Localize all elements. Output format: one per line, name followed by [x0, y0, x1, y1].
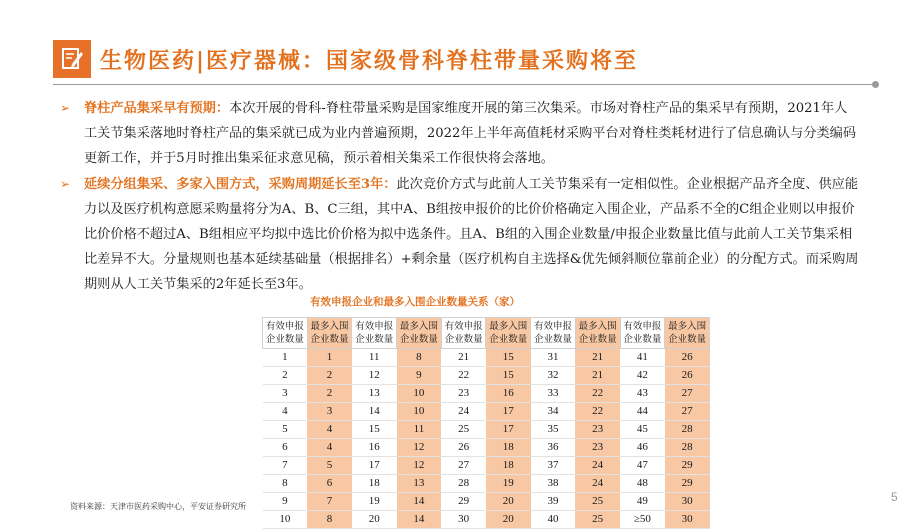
- page-title: 生物医药|医疗器械：国家级骨科脊柱带量采购将至: [100, 48, 639, 74]
- cell-applicants: 33: [531, 385, 576, 403]
- table-row: [263, 493, 710, 511]
- cell-max-winners: 21: [575, 367, 620, 385]
- cell-max-winners: 23: [575, 421, 620, 439]
- cell-max-winners: 28: [665, 421, 710, 439]
- cell-max-winners: 15: [486, 367, 531, 385]
- cell-applicants: 9: [263, 493, 308, 511]
- paragraph-lead: 延续分组集采、多家入围方式，采购周期延长至3年：: [84, 177, 397, 192]
- cell-max-winners: 20: [486, 493, 531, 511]
- cell-max-winners: 3: [307, 403, 352, 421]
- col-header-max-winners: 最多入围企业数量: [575, 318, 620, 349]
- cell-applicants: 48: [620, 475, 665, 493]
- paragraph-2: [60, 172, 860, 297]
- table-row: [263, 403, 710, 421]
- cell-max-winners: 17: [486, 403, 531, 421]
- col-header-applicants: 有效申报企业数量: [441, 318, 486, 349]
- cell-applicants: 12: [352, 367, 397, 385]
- cell-applicants: 5: [263, 421, 308, 439]
- bullet-arrow-icon: ➢: [60, 101, 71, 115]
- paragraph-1: [60, 96, 860, 171]
- cell-max-winners: 6: [307, 475, 352, 493]
- cell-applicants: 22: [441, 367, 486, 385]
- edit-note-icon: [53, 40, 91, 78]
- cell-applicants: 37: [531, 457, 576, 475]
- col-header-max-winners: 最多入围企业数量: [486, 318, 531, 349]
- cell-applicants: 10: [263, 511, 308, 529]
- cell-max-winners: 10: [397, 385, 442, 403]
- table-row: [263, 367, 710, 385]
- col-header-applicants: 有效申报企业数量: [352, 318, 397, 349]
- cell-max-winners: 12: [397, 439, 442, 457]
- cell-max-winners: 7: [307, 493, 352, 511]
- cell-applicants: 28: [441, 475, 486, 493]
- table-row: [263, 457, 710, 475]
- cell-max-winners: 28: [665, 439, 710, 457]
- cell-max-winners: 12: [397, 457, 442, 475]
- cell-applicants: 17: [352, 457, 397, 475]
- col-header-applicants: 有效申报企业数量: [620, 318, 665, 349]
- cell-applicants: 29: [441, 493, 486, 511]
- cell-max-winners: 8: [307, 511, 352, 529]
- cell-applicants: 14: [352, 403, 397, 421]
- cell-max-winners: 20: [486, 511, 531, 529]
- source-note: 资料来源：天津市医药采购中心，平安证券研究所: [70, 502, 246, 511]
- cell-applicants: 7: [263, 457, 308, 475]
- cell-max-winners: 18: [486, 457, 531, 475]
- cell-applicants: 6: [263, 439, 308, 457]
- cell-applicants: 45: [620, 421, 665, 439]
- cell-max-winners: 24: [575, 475, 620, 493]
- paragraph-text: 此次竞价方式与此前人工关节集采有一定相似性。企业根据产品齐全度、供应能力以及医疗机构意愿采购量将分为A、B、C三组，其中A、B组按申报价的比价价格确定入围企业，产品系不全的C组企业则以申报价比价价格不超过A、B组相应平均拟中选比价价格为拟中选条件。且A、B组的入围企业数量/申报企业数量比值与此前人工关节集采相比差异不大。分量规则也基本延续基础量（根据排名）+剩余量（医疗机构自主选择&优先倾斜顺位靠前企业）的分配方式。而采购周期则从人工关节集采的2年延长至3年。: [84, 177, 859, 292]
- cell-applicants: 13: [352, 385, 397, 403]
- cell-max-winners: 2: [307, 367, 352, 385]
- cell-applicants: 11: [352, 349, 397, 367]
- cell-max-winners: 13: [397, 475, 442, 493]
- table-header-row: [263, 318, 710, 349]
- table-row: [263, 511, 710, 529]
- cell-max-winners: 29: [665, 457, 710, 475]
- cell-max-winners: 18: [486, 439, 531, 457]
- cell-applicants: 38: [531, 475, 576, 493]
- cell-applicants: 39: [531, 493, 576, 511]
- cell-applicants: 1: [263, 349, 308, 367]
- cell-applicants: 23: [441, 385, 486, 403]
- cell-applicants: 47: [620, 457, 665, 475]
- cell-applicants: 41: [620, 349, 665, 367]
- page-number: 5: [891, 490, 898, 504]
- cell-max-winners: 24: [575, 457, 620, 475]
- cell-max-winners: 25: [575, 493, 620, 511]
- cell-max-winners: 27: [665, 403, 710, 421]
- cell-max-winners: 2: [307, 385, 352, 403]
- cell-max-winners: 8: [397, 349, 442, 367]
- cell-max-winners: 27: [665, 385, 710, 403]
- cell-applicants: 46: [620, 439, 665, 457]
- cell-applicants: 27: [441, 457, 486, 475]
- cell-applicants: 44: [620, 403, 665, 421]
- table-row: [263, 349, 710, 367]
- cell-max-winners: 26: [665, 349, 710, 367]
- title-divider-dot: [872, 81, 879, 88]
- cell-max-winners: 11: [397, 421, 442, 439]
- cell-max-winners: 30: [665, 511, 710, 529]
- col-header-applicants: 有效申报企业数量: [531, 318, 576, 349]
- cell-applicants: 19: [352, 493, 397, 511]
- cell-max-winners: 15: [486, 349, 531, 367]
- title-divider: [53, 84, 875, 85]
- cell-max-winners: 16: [486, 385, 531, 403]
- cell-max-winners: 4: [307, 439, 352, 457]
- cell-max-winners: 1: [307, 349, 352, 367]
- cell-applicants: 25: [441, 421, 486, 439]
- cell-applicants: 34: [531, 403, 576, 421]
- cell-applicants: 42: [620, 367, 665, 385]
- bullet-arrow-icon: ➢: [60, 177, 71, 191]
- table-caption: 有效申报企业和最多入围企业数量关系（家）: [310, 296, 520, 308]
- cell-max-winners: 22: [575, 385, 620, 403]
- cell-applicants: 2: [263, 367, 308, 385]
- cell-applicants: 49: [620, 493, 665, 511]
- cell-applicants: 24: [441, 403, 486, 421]
- cell-max-winners: 26: [665, 367, 710, 385]
- cell-applicants: 26: [441, 439, 486, 457]
- col-header-max-winners: 最多入围企业数量: [307, 318, 352, 349]
- cell-applicants: 31: [531, 349, 576, 367]
- cell-max-winners: 30: [665, 493, 710, 511]
- cell-applicants: 8: [263, 475, 308, 493]
- cell-applicants: 32: [531, 367, 576, 385]
- paragraph-text: 本次开展的骨科-脊柱带量采购是国家维度开展的第三次集采。市场对脊柱产品的集采早有预期，2021年人工关节集采落地时脊柱产品的集采就已成为业内普遍预期，2022年上半年高值耗材采购平台对脊柱类耗材进行了信息确认与分类编码更新工作，并于5月时推出集采征求意见稿，预示着相关集采工作很快将会落地。: [84, 101, 857, 166]
- cell-max-winners: 14: [397, 511, 442, 529]
- cell-applicants: 3: [263, 385, 308, 403]
- cell-max-winners: 5: [307, 457, 352, 475]
- cell-applicants: 16: [352, 439, 397, 457]
- cell-applicants: 4: [263, 403, 308, 421]
- cell-max-winners: 22: [575, 403, 620, 421]
- cell-max-winners: 4: [307, 421, 352, 439]
- cell-applicants: 18: [352, 475, 397, 493]
- cell-max-winners: 21: [575, 349, 620, 367]
- cell-applicants: 35: [531, 421, 576, 439]
- cell-applicants: 15: [352, 421, 397, 439]
- quota-table: [262, 317, 710, 529]
- cell-max-winners: 9: [397, 367, 442, 385]
- cell-max-winners: 29: [665, 475, 710, 493]
- cell-applicants: ≥50: [620, 511, 665, 529]
- col-header-max-winners: 最多入围企业数量: [397, 318, 442, 349]
- cell-applicants: 43: [620, 385, 665, 403]
- cell-max-winners: 23: [575, 439, 620, 457]
- cell-max-winners: 10: [397, 403, 442, 421]
- cell-max-winners: 17: [486, 421, 531, 439]
- cell-applicants: 36: [531, 439, 576, 457]
- table-row: [263, 439, 710, 457]
- cell-applicants: 21: [441, 349, 486, 367]
- cell-applicants: 20: [352, 511, 397, 529]
- cell-applicants: 30: [441, 511, 486, 529]
- table-row: [263, 421, 710, 439]
- paragraph-lead: 脊柱产品集采早有预期：: [84, 101, 230, 116]
- col-header-applicants: 有效申报企业数量: [263, 318, 308, 349]
- cell-max-winners: 19: [486, 475, 531, 493]
- cell-max-winners: 25: [575, 511, 620, 529]
- cell-max-winners: 14: [397, 493, 442, 511]
- cell-applicants: 40: [531, 511, 576, 529]
- table-row: [263, 475, 710, 493]
- col-header-max-winners: 最多入围企业数量: [665, 318, 710, 349]
- table-row: [263, 385, 710, 403]
